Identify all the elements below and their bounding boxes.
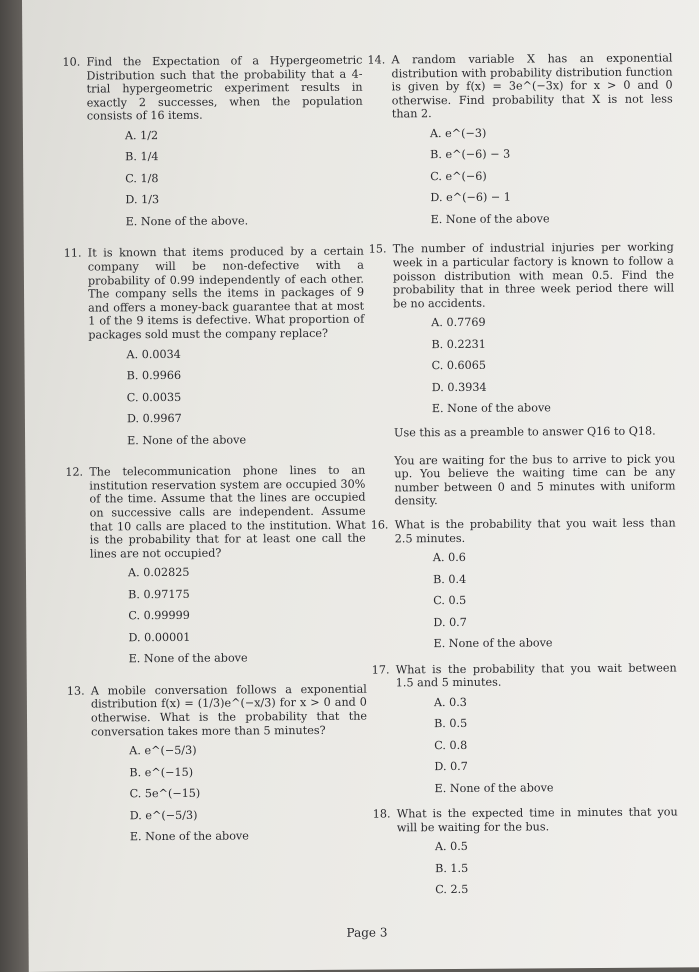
option-b: B. e^(−15) <box>129 765 194 779</box>
option-c: C. 1/8 <box>125 172 159 186</box>
question-text: A mobile conversation follows a exponential distribution f(x) = (1/3)e^(−x/3) for x > 0 and 0 otherwise. What is the probability that the conversation takes more than 5 minutes? <box>90 682 368 739</box>
question-14 <box>367 51 673 235</box>
option-b: B. 1/4 <box>125 150 159 164</box>
question-number: 11. <box>63 247 82 261</box>
question-number: 14. <box>367 53 386 67</box>
option-b: B. 0.5 <box>434 717 468 731</box>
option-list <box>66 565 367 675</box>
option-a: A. 0.6 <box>432 551 466 565</box>
option-d: D. 0.9967 <box>126 412 182 426</box>
option-a: A. e^(−3) <box>429 126 487 141</box>
option-e: E. None of the above <box>433 636 553 651</box>
question-text: What is the probability that you wait between 1.5 and 5 minutes. <box>395 661 677 690</box>
question-11 <box>64 245 365 456</box>
question-text: It is known that items produced by a certain company will be non-defective with a probability of 0.99 independently of each other. The company sells the items in packages of 9 and offers a money-back guarantee that at most 1 of the 9 items is defective. What proportion of packages sold must the company replace? <box>87 245 365 342</box>
option-list <box>368 125 674 235</box>
option-d: D. 0.7 <box>433 615 467 629</box>
option-c: C. 0.0035 <box>126 390 182 404</box>
option-d: D. 1/3 <box>125 193 160 207</box>
option-c: C. 0.99999 <box>128 609 190 623</box>
option-c: C. e^(−6) <box>430 169 487 184</box>
option-e: E. None of the above <box>430 212 550 227</box>
option-c: C. 2.5 <box>435 883 469 897</box>
option-c: C. 5e^(−15) <box>129 786 201 801</box>
question-number: 12. <box>65 465 84 479</box>
option-a: A. 1/2 <box>124 129 159 143</box>
preamble-scenario: You are waiting for the bus to arrive to pick you up. You believe the waiting time can be any number between 0 and 5 minutes with uniform density. <box>394 451 676 508</box>
option-d: D. e^(−5/3) <box>129 808 198 822</box>
option-c: C. 0.5 <box>433 594 467 608</box>
question-13 <box>67 682 368 852</box>
question-15 <box>369 241 675 425</box>
left-column <box>62 54 368 859</box>
question-text: A random variable X has an exponential distribution with probability distribution function is given by f(x) = 3e^(−3x) for x > 0 and 0 otherwise. Find probability that X is not less than 2. <box>391 51 673 121</box>
option-list <box>63 128 364 238</box>
option-b: B. e^(−6) − 3 <box>430 148 511 162</box>
option-b: B. 1.5 <box>435 861 469 876</box>
option-a: A. 0.0034 <box>126 347 181 361</box>
option-b: B. 0.4 <box>433 572 467 586</box>
right-column <box>367 51 678 911</box>
option-e: E. None of the above <box>129 829 249 844</box>
question-18 <box>373 806 679 906</box>
preamble-block <box>394 424 676 508</box>
option-list <box>369 315 675 425</box>
option-list <box>372 694 678 804</box>
question-number: 15. <box>368 242 387 257</box>
option-b: B. 0.97175 <box>128 587 190 602</box>
option-b: B. 0.9966 <box>126 369 182 383</box>
question-12 <box>65 464 366 675</box>
option-e: E. None of the above <box>431 401 551 416</box>
option-e: E. None of the above <box>434 781 554 795</box>
option-b: B. 0.2231 <box>431 337 486 352</box>
option-a: A. 0.3 <box>433 695 467 709</box>
question-17 <box>372 661 678 804</box>
question-text: The telecommunication phone lines to an institution reservation system are occupied 30% of the time. Assume that the lines are occupied on successive calls are independent. Assume that 10 calls are placed to the institution. What is the probability that for at least one call the lines are not occupied? <box>89 463 366 561</box>
option-d: D. 0.3934 <box>431 380 487 395</box>
option-a: A. 0.5 <box>434 840 468 854</box>
question-text: The number of industrial injuries per working week in a particular factory is known to follow a poisson distribution with mean 0.5. Find the probability that in three week period there will be no accidents. <box>392 240 675 311</box>
page-number: Page 3 <box>346 925 388 940</box>
question-number: 10. <box>62 55 81 69</box>
option-d: D. 0.7 <box>434 760 468 774</box>
question-10 <box>62 54 363 238</box>
option-a: A. 0.7769 <box>431 316 486 330</box>
option-a: A. e^(−5/3) <box>129 743 197 758</box>
option-a: A. 0.02825 <box>127 566 190 580</box>
option-e: E. None of the above <box>127 433 247 447</box>
option-d: D. e^(−6) − 1 <box>430 191 511 205</box>
option-list <box>64 346 365 456</box>
exam-page <box>22 0 699 972</box>
option-list <box>373 839 678 906</box>
question-16 <box>371 516 677 659</box>
option-c: C. 0.8 <box>434 738 468 752</box>
question-number: 16. <box>370 518 389 532</box>
option-c: C. 0.6065 <box>431 359 487 373</box>
option-list <box>371 550 677 660</box>
preamble-instruction: Use this as a preamble to answer Q16 to Q18. <box>393 424 656 440</box>
option-e: E. None of the above <box>128 651 248 666</box>
question-number: 17. <box>371 663 390 677</box>
option-d: D. 0.00001 <box>128 630 191 645</box>
question-text: What is the probability that you wait less than 2.5 minutes. <box>394 516 676 545</box>
question-number: 13. <box>66 684 85 698</box>
question-number: 18. <box>372 807 391 821</box>
question-text: Find the Expectation of a Hypergeometric Distribution such that the probability that a 4-trial hypergeometric experiment results in exactly 2 successes, when the population consists of 16 items. <box>86 53 363 123</box>
option-list <box>67 743 368 853</box>
option-e: E. None of the above. <box>125 214 249 229</box>
question-text: What is the expected time in minutes that you will be waiting for the bus. <box>396 805 678 835</box>
